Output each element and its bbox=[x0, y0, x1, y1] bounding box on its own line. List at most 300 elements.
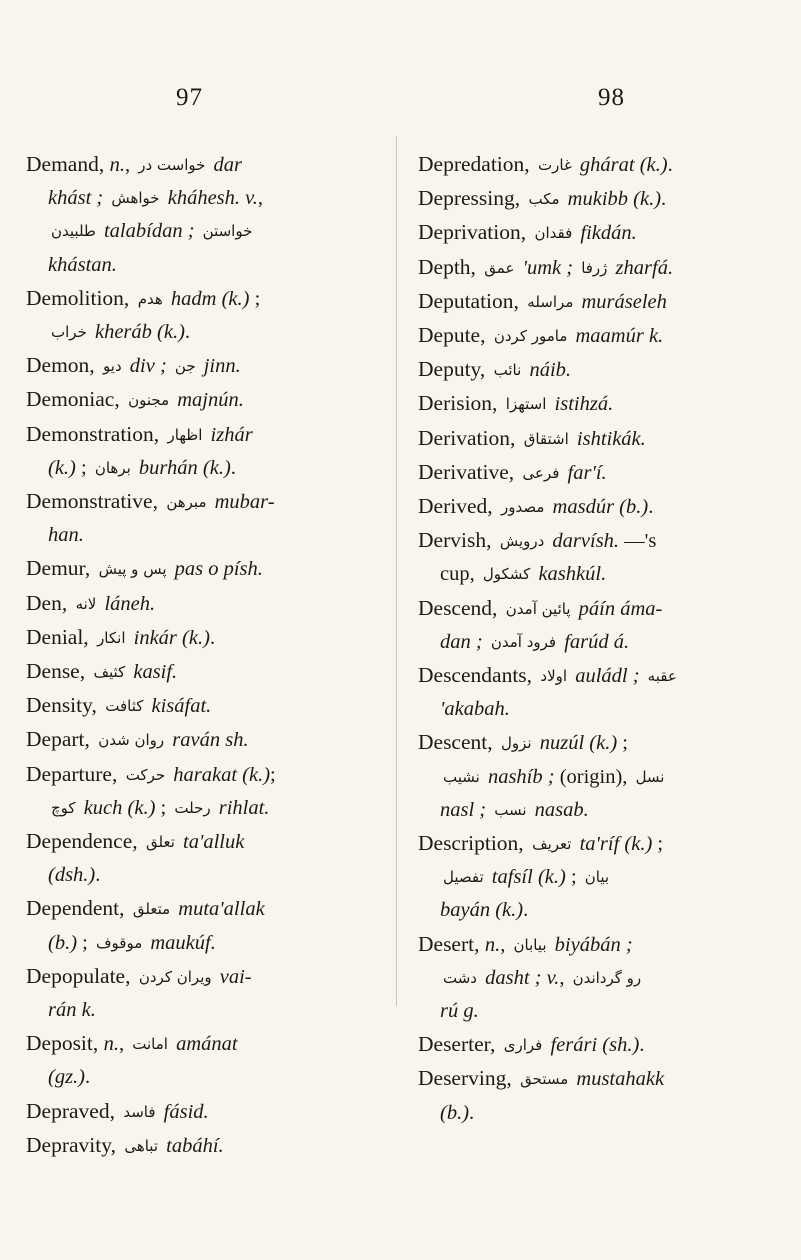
punctuation: (origin), bbox=[559, 765, 633, 788]
entry-line bbox=[418, 216, 774, 250]
entry-continuation-line bbox=[26, 927, 382, 960]
dictionary-entry bbox=[418, 387, 774, 421]
entry-line bbox=[26, 621, 382, 655]
entry-continuation-line bbox=[418, 861, 774, 894]
entry-line bbox=[418, 490, 774, 524]
transliteration: amánat bbox=[170, 1033, 238, 1056]
headword: Descent, bbox=[418, 730, 498, 755]
persian-script: کثیف bbox=[93, 663, 126, 682]
persian-script: ژرفا bbox=[581, 258, 608, 277]
entry-line bbox=[26, 1027, 382, 1061]
dictionary-entry bbox=[418, 353, 774, 387]
persian-script: استهزا bbox=[505, 395, 547, 414]
persian-script: مکب bbox=[528, 190, 560, 209]
transliteration: farúd á. bbox=[559, 630, 630, 653]
persian-script: رو گرداندن bbox=[572, 968, 642, 987]
transliteration: fikdán. bbox=[575, 222, 637, 245]
persian-script: جن bbox=[174, 357, 196, 376]
transliteration: far'í. bbox=[562, 461, 607, 484]
dictionary-entry bbox=[418, 251, 774, 285]
entry-line bbox=[26, 418, 382, 452]
right-column bbox=[418, 148, 774, 1130]
transliteration: mustahakk bbox=[571, 1068, 665, 1091]
punctuation: ; bbox=[75, 456, 92, 479]
persian-script: رحلت bbox=[174, 798, 211, 817]
abbreviation: (k.) bbox=[48, 456, 76, 479]
transliteration: muta'allak bbox=[173, 898, 265, 921]
transliteration: kisáfat. bbox=[146, 695, 212, 718]
entry-line bbox=[418, 827, 774, 861]
headword: Demur, bbox=[26, 556, 96, 581]
entry-line bbox=[418, 1062, 774, 1096]
transliteration: maamúr k. bbox=[570, 325, 664, 348]
punctuation: . bbox=[85, 1066, 91, 1089]
persian-script: مجنون bbox=[128, 391, 170, 410]
transliteration: masdúr bbox=[547, 496, 620, 519]
headword: Demonstration, bbox=[26, 421, 165, 446]
entry-line bbox=[418, 387, 774, 421]
transliteration: nashíb ; bbox=[482, 765, 560, 788]
entry-continuation-line bbox=[418, 962, 774, 995]
headword: Descend, bbox=[418, 595, 503, 620]
page-number-left: 97 bbox=[176, 84, 203, 111]
transliteration: rán k. bbox=[48, 999, 96, 1022]
entry-line bbox=[26, 689, 382, 723]
persian-script: برهان bbox=[94, 458, 131, 477]
headword: Depraved, bbox=[26, 1098, 121, 1123]
transliteration: raván sh. bbox=[167, 729, 249, 752]
punctuation: ; bbox=[270, 763, 276, 786]
entry-line bbox=[418, 148, 774, 182]
transliteration: rihlat. bbox=[213, 796, 270, 819]
dictionary-entry bbox=[418, 524, 774, 591]
dictionary-entry bbox=[26, 1129, 382, 1163]
transliteration: khást ; bbox=[48, 187, 109, 210]
headword: Deposit, bbox=[26, 1031, 104, 1056]
persian-script: خواهش bbox=[111, 189, 160, 208]
transliteration: auládl ; bbox=[570, 665, 645, 688]
transliteration: kashkúl. bbox=[533, 563, 607, 586]
persian-script: انکار bbox=[97, 628, 126, 647]
entry-continuation-line bbox=[418, 626, 774, 659]
abbreviation: (b.) bbox=[619, 496, 649, 519]
transliteration: jinn. bbox=[198, 355, 241, 378]
persian-script: تعریف bbox=[532, 835, 572, 854]
punctuation: , bbox=[559, 966, 570, 989]
transliteration: ta'alluk bbox=[177, 831, 245, 854]
persian-script: دشت bbox=[443, 968, 477, 987]
abbreviation: (k.) bbox=[182, 626, 210, 649]
transliteration: biyábán ; bbox=[549, 933, 633, 956]
dictionary-entry bbox=[418, 827, 774, 928]
entry-line bbox=[418, 659, 774, 693]
persian-script: طلبیدن bbox=[51, 222, 96, 241]
dictionary-entry bbox=[26, 825, 382, 892]
dictionary-entry bbox=[418, 216, 774, 250]
headword: Depredation, bbox=[418, 152, 536, 176]
persian-script: فرعی bbox=[522, 463, 560, 482]
persian-script: غارت bbox=[538, 156, 572, 174]
persian-script: امانت bbox=[132, 1035, 168, 1054]
dictionary-entry bbox=[418, 928, 774, 1029]
transliteration: nuzúl bbox=[534, 732, 590, 755]
transliteration: 'akabah. bbox=[440, 698, 510, 721]
entry-line bbox=[26, 1129, 382, 1163]
transliteration: hadm bbox=[165, 287, 222, 310]
headword: Depravity, bbox=[26, 1132, 122, 1157]
abbreviation: (sh.) bbox=[602, 1034, 640, 1057]
persian-script: بیابان bbox=[513, 935, 547, 954]
punctuation: . bbox=[469, 1101, 475, 1124]
dictionary-entry bbox=[418, 490, 774, 524]
abbreviation: (k.) bbox=[127, 796, 156, 819]
persian-script: مصدور bbox=[501, 498, 545, 517]
entry-line bbox=[418, 928, 774, 962]
persian-script: مبرهن bbox=[166, 493, 207, 512]
column-divider bbox=[396, 136, 397, 1006]
transliteration: ferári bbox=[545, 1034, 603, 1057]
part-of-speech: v. bbox=[546, 966, 560, 989]
entry-line bbox=[26, 587, 382, 621]
abbreviation: (k.) bbox=[221, 287, 250, 310]
part-of-speech: v. bbox=[245, 187, 258, 210]
abbreviation: (k.) bbox=[639, 154, 668, 176]
punctuation: . bbox=[648, 496, 654, 519]
dictionary-entry bbox=[26, 587, 382, 621]
punctuation: . bbox=[209, 626, 216, 649]
persian-script: عقبه bbox=[647, 667, 677, 686]
persian-script: نسل bbox=[635, 767, 665, 786]
dictionary-entry bbox=[26, 282, 382, 349]
punctuation: . bbox=[523, 899, 529, 922]
headword: Derivative, bbox=[418, 459, 520, 484]
entry-line bbox=[418, 726, 774, 760]
headword: Dervish, bbox=[418, 528, 497, 553]
entry-continuation-line bbox=[26, 519, 382, 552]
transliteration: han. bbox=[48, 524, 84, 547]
transliteration: ta'ríf bbox=[574, 833, 625, 856]
persian-script: کوچ bbox=[51, 798, 76, 817]
transliteration: tafsíl bbox=[486, 866, 538, 889]
headword: Descendants, bbox=[418, 663, 538, 688]
entry-continuation-line bbox=[26, 182, 382, 215]
dictionary-entry bbox=[418, 456, 774, 490]
transliteration: div ; bbox=[124, 355, 172, 378]
abbreviation: (k.) bbox=[589, 732, 618, 755]
entry-continuation-line bbox=[26, 792, 382, 825]
transliteration: harakat bbox=[168, 763, 243, 786]
punctuation: ; bbox=[565, 866, 582, 889]
transliteration: rú g. bbox=[440, 1000, 479, 1023]
dictionary-entry bbox=[418, 1062, 774, 1129]
transliteration: zharfá. bbox=[610, 256, 674, 279]
dictionary-entry bbox=[418, 659, 774, 726]
punctuation: . bbox=[667, 154, 673, 176]
headword: Demand, bbox=[26, 152, 110, 176]
dictionary-entry bbox=[418, 319, 774, 353]
headword: Derivation, bbox=[418, 425, 521, 450]
transliteration: khástan. bbox=[48, 253, 117, 276]
entry-continuation-line bbox=[418, 558, 774, 591]
dictionary-entry bbox=[418, 182, 774, 216]
punctuation: . bbox=[95, 864, 101, 887]
persian-script: متعلق bbox=[132, 900, 171, 919]
abbreviation: (k.) bbox=[633, 188, 662, 211]
transliteration: 'umk ; bbox=[517, 256, 579, 279]
dictionary-entry bbox=[26, 621, 382, 655]
entry-line bbox=[26, 960, 382, 994]
transliteration: kuch bbox=[78, 796, 128, 819]
persian-script: نسب bbox=[494, 800, 527, 819]
persian-script: درویش bbox=[499, 532, 545, 551]
transliteration: mubar- bbox=[209, 491, 275, 514]
entry-line bbox=[418, 422, 774, 456]
transliteration: kasif. bbox=[128, 661, 178, 684]
headword: Departure, bbox=[26, 761, 123, 786]
headword: Derived, bbox=[418, 494, 498, 519]
entry-continuation-line bbox=[418, 995, 774, 1028]
dictionary-entry bbox=[26, 552, 382, 586]
persian-script: ویران کردن bbox=[138, 967, 212, 986]
abbreviation: (k.) bbox=[537, 866, 566, 889]
punctuation: ; bbox=[652, 833, 664, 856]
transliteration: dasht ; bbox=[479, 966, 547, 989]
entry-line bbox=[26, 723, 382, 757]
entry-line bbox=[418, 592, 774, 626]
headword: Deserter, bbox=[418, 1032, 501, 1057]
dictionary-entry bbox=[26, 1095, 382, 1129]
persian-script: تعلق bbox=[146, 833, 175, 852]
part-of-speech: n. bbox=[103, 1033, 120, 1056]
punctuation: —'s bbox=[619, 530, 657, 553]
persian-script: فاسد bbox=[123, 1102, 156, 1121]
punctuation: ; bbox=[155, 796, 172, 819]
part-of-speech: n. bbox=[109, 154, 125, 176]
persian-script: موقوف bbox=[95, 933, 143, 952]
dictionary-entry bbox=[418, 148, 774, 182]
dictionary-entry bbox=[418, 285, 774, 319]
abbreviation: (k.) bbox=[242, 763, 271, 786]
persian-script: مراسله bbox=[527, 292, 574, 311]
transliteration: talabídan ; bbox=[98, 220, 200, 243]
persian-script: پائین آمدن bbox=[505, 599, 571, 618]
transliteration: kheráb bbox=[89, 321, 158, 344]
abbreviation: (k.) bbox=[202, 456, 231, 479]
headword: Description, bbox=[418, 831, 530, 856]
transliteration: izhár bbox=[205, 423, 253, 446]
persian-script: اشتقاق bbox=[523, 429, 569, 448]
entry-line bbox=[26, 825, 382, 859]
transliteration: bayán bbox=[440, 899, 496, 922]
abbreviation: (gz.) bbox=[48, 1066, 86, 1089]
abbreviation: (b.) bbox=[440, 1101, 470, 1124]
persian-script: نشیب bbox=[443, 767, 480, 786]
punctuation: , bbox=[500, 933, 511, 956]
persian-script: پس و پیش bbox=[98, 560, 167, 579]
persian-script: کثافت bbox=[105, 697, 144, 716]
persian-script: مستحق bbox=[520, 1070, 569, 1089]
punctuation: . bbox=[661, 188, 667, 211]
entry-line bbox=[26, 282, 382, 316]
entry-line bbox=[26, 485, 382, 519]
headword: Dependence, bbox=[26, 829, 143, 854]
persian-script: نزول bbox=[501, 734, 532, 753]
persian-script: خواستن bbox=[202, 222, 253, 241]
transliteration: muráseleh bbox=[576, 290, 667, 313]
abbreviation: (k.) bbox=[624, 833, 653, 856]
persian-script: روان شدن bbox=[98, 731, 165, 750]
left-column bbox=[26, 148, 382, 1163]
abbreviation: (k.) bbox=[495, 899, 524, 922]
entry-continuation-line bbox=[26, 994, 382, 1027]
entry-line bbox=[26, 655, 382, 689]
dictionary-entry bbox=[26, 1027, 382, 1094]
persian-script: حرکت bbox=[125, 765, 166, 784]
headword: Depth, bbox=[418, 254, 482, 279]
entry-continuation-line bbox=[26, 249, 382, 282]
headword: Denial, bbox=[26, 624, 95, 649]
punctuation: . bbox=[639, 1034, 645, 1057]
headword: Depopulate, bbox=[26, 963, 136, 988]
persian-script: فقدان bbox=[534, 224, 573, 243]
entry-line bbox=[418, 182, 774, 216]
dictionary-entry bbox=[26, 418, 382, 485]
dictionary-entry bbox=[26, 655, 382, 689]
headword: Demoniac, bbox=[26, 387, 126, 412]
persian-script: کشکول bbox=[482, 565, 531, 584]
entry-continuation-line bbox=[26, 215, 382, 248]
transliteration: fásid. bbox=[158, 1100, 209, 1123]
entry-line bbox=[418, 353, 774, 387]
persian-script: مامور کردن bbox=[493, 327, 568, 346]
persian-script: تباهی bbox=[124, 1136, 159, 1155]
entry-continuation-line bbox=[418, 1097, 774, 1130]
persian-script: اولاد bbox=[540, 667, 568, 686]
headword: Demonstrative, bbox=[26, 489, 164, 514]
headword: Deserving, bbox=[418, 1066, 518, 1091]
dictionary-entry bbox=[418, 422, 774, 456]
entry-line bbox=[26, 383, 382, 417]
dictionary-entry bbox=[418, 1028, 774, 1062]
headword: Desert, bbox=[418, 931, 485, 956]
transliteration: inkár bbox=[128, 626, 183, 649]
dictionary-entry bbox=[26, 383, 382, 417]
persian-script: دیو bbox=[103, 357, 122, 376]
transliteration: dar bbox=[208, 154, 243, 176]
persian-script: فرود آمدن bbox=[490, 632, 557, 651]
entry-line bbox=[26, 148, 382, 182]
entry-continuation-line bbox=[26, 452, 382, 485]
transliteration: láneh. bbox=[99, 592, 156, 615]
transliteration: istihzá. bbox=[549, 393, 614, 416]
transliteration: páín áma- bbox=[573, 597, 663, 620]
transliteration: ishtikák. bbox=[571, 427, 646, 450]
dictionary-entry bbox=[26, 485, 382, 552]
headword: Derision, bbox=[418, 391, 503, 416]
transliteration: nasl ; bbox=[440, 798, 492, 821]
headword: Dense, bbox=[26, 659, 91, 684]
persian-script: لانه bbox=[75, 594, 97, 613]
entry-continuation-line bbox=[26, 1061, 382, 1094]
dictionary-entry bbox=[26, 758, 382, 825]
transliteration: darvísh. bbox=[547, 530, 620, 553]
entry-line bbox=[26, 1095, 382, 1129]
transliteration: vai- bbox=[214, 965, 252, 988]
punctuation: , bbox=[119, 1033, 130, 1056]
dictionary-entry bbox=[26, 349, 382, 383]
dictionary-entry bbox=[26, 148, 382, 282]
punctuation: , bbox=[257, 187, 263, 210]
transliteration: nasab. bbox=[529, 798, 589, 821]
headword: Deputy, bbox=[418, 357, 491, 382]
punctuation: cup, bbox=[440, 563, 480, 586]
entry-continuation-line bbox=[418, 761, 774, 794]
dictionary-entry bbox=[418, 726, 774, 827]
punctuation: , bbox=[124, 154, 136, 176]
transliteration: maukúf. bbox=[145, 931, 216, 954]
entry-line bbox=[418, 1028, 774, 1062]
transliteration: kháhesh. bbox=[162, 187, 246, 210]
dictionary-entry bbox=[26, 960, 382, 1027]
headword: Depressing, bbox=[418, 186, 526, 211]
page-number-right: 98 bbox=[598, 84, 625, 111]
headword: Density, bbox=[26, 693, 103, 718]
abbreviation: (dsh.) bbox=[48, 864, 96, 887]
transliteration: dan ; bbox=[440, 630, 488, 653]
entry-line bbox=[418, 285, 774, 319]
persian-script: بیان bbox=[584, 868, 610, 887]
persian-script: عمق bbox=[484, 258, 515, 277]
punctuation: . bbox=[184, 321, 191, 344]
entry-continuation-line bbox=[418, 894, 774, 927]
entry-line bbox=[26, 892, 382, 926]
transliteration: ghárat bbox=[574, 154, 640, 176]
punctuation: ; bbox=[77, 931, 93, 954]
headword: Depute, bbox=[418, 323, 491, 348]
transliteration: burhán bbox=[133, 456, 203, 479]
dictionary-entry bbox=[26, 689, 382, 723]
headword: Dependent, bbox=[26, 896, 130, 921]
headword: Den, bbox=[26, 590, 73, 615]
entry-line bbox=[418, 319, 774, 353]
entry-continuation-line bbox=[26, 316, 382, 349]
entry-line bbox=[26, 552, 382, 586]
headword: Demon, bbox=[26, 353, 101, 378]
transliteration: majnún. bbox=[172, 389, 244, 412]
entry-line bbox=[418, 524, 774, 558]
persian-script: فراری bbox=[503, 1036, 543, 1055]
persian-script: اظهار bbox=[167, 425, 203, 444]
abbreviation: (b.) bbox=[48, 931, 78, 954]
transliteration: tabáhí. bbox=[161, 1134, 224, 1157]
entry-continuation-line bbox=[26, 859, 382, 892]
persian-script: نائب bbox=[493, 361, 522, 380]
punctuation: . bbox=[230, 456, 236, 479]
transliteration: náib. bbox=[524, 359, 572, 382]
persian-script: تفصیل bbox=[443, 868, 484, 887]
part-of-speech: n. bbox=[484, 933, 501, 956]
persian-script: هدم bbox=[137, 289, 163, 308]
dictionary-entry bbox=[26, 892, 382, 959]
transliteration: mukibb bbox=[562, 188, 634, 211]
headword: Deprivation, bbox=[418, 220, 532, 245]
transliteration: pas o písh. bbox=[169, 558, 263, 581]
dictionary-entry bbox=[418, 592, 774, 659]
punctuation: ; bbox=[249, 287, 261, 310]
dictionary-entry bbox=[26, 723, 382, 757]
entry-line bbox=[418, 251, 774, 285]
entry-continuation-line bbox=[418, 794, 774, 827]
